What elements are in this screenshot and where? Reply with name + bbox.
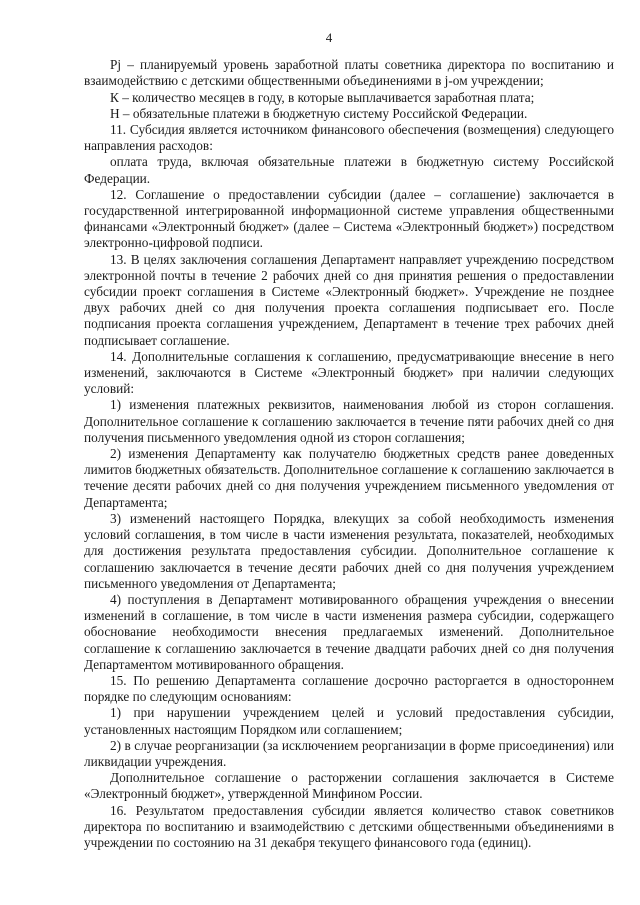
paragraph-12: 12. Соглашение о предоставлении субсидии (далее – соглашение) заключается в государственной интегрированной информационной системе управления общественными финансами «Электронный бюджет» (далее – Система «Электронный бюджет») посредством электронно-цифровой подписи. <box>84 186 614 251</box>
paragraph-14: 14. Дополнительные соглашения к соглашению, предусматривающие внесение в него изменений, заключаются в Системе «Электронный бюджет» при наличии следующих условий: <box>84 348 614 397</box>
paragraph-14-item-4: 4) поступления в Департамент мотивированного обращения учреждения о внесении изменений в соглашение, в том числе в части изменения размера субсидии, содержащего обоснование необходимости внесения предлагаемых изменений. Дополнительное соглашение к соглашению заключается в течение двадцати рабочих дней со дня получения Департаментом мотивированного обращения. <box>84 591 614 672</box>
paragraph-15-termination-note: Дополнительное соглашение о расторжении соглашения заключается в Системе «Электронный бюджет», утвержденной Минфином России. <box>84 770 614 802</box>
paragraph-13: 13. В целях заключения соглашения Департамент направляет учреждению посредством электронной почты в течение 2 рабочих дней со дня принятия решения о предоставлении субсидии проект соглашения в Системе «Электронный бюджет». Учреждение не позднее двух рабочих дней со дня получения проекта соглашения подписывает его. После подписания проекта соглашения учреждением, Департамент в течение трех рабочих дней подписывает соглашение. <box>84 251 614 348</box>
paragraph-n-definition: Н – обязательные платежи в бюджетную систему Российской Федерации. <box>110 105 528 121</box>
paragraph-11: 11. Субсидия является источником финансового обеспечения (возмещения) следующего направления расходов: <box>84 122 614 154</box>
paragraph-15: 15. По решению Департамента соглашение досрочно расторгается в одностороннем порядке по следующим основаниям: <box>84 672 614 705</box>
page-number: 4 <box>325 30 333 45</box>
paragraph-14-item-1: 1) изменения платежных реквизитов, наименования любой из сторон соглашения. Дополнительное соглашение к соглашению заключается в течение пяти рабочих дней со дня получения письменного уведомления одной из сторон соглашения; <box>84 397 614 445</box>
paragraph-15-item-2: 2) в случае реорганизации (за исключением реорганизации в форме присоединения) или ликвидации учреждения. <box>84 737 614 769</box>
paragraph-14-item-2: 2) изменения Департаменту как получателю бюджетных средств ранее доведенных лимитов бюджетных обязательств. Дополнительное соглашение к соглашению заключается в течение десяти рабочих дней со дня получения учреждением письменного уведомления от Департамента; <box>84 446 615 510</box>
paragraph-11-item: оплата труда, включая обязательные платежи в бюджетную систему Российской Федерации. <box>84 154 614 186</box>
paragraph-14-item-3: 3) изменений настоящего Порядка, влекущих за собой необходимость изменения условий соглашения, в том числе в части изменения результата, показателей, необходимых для достижения результата предоставления субсидии. Дополнительное соглашение к соглашению заключается в течение десяти рабочих дней со дня получения учреждением письменного уведомления от Департамента; <box>84 510 614 591</box>
paragraph-pj-definition: Pj – планируемый уровень заработной платы советника директора по воспитанию и взаимодействию с детскими общественными объединениями в j-ом учреждении; <box>84 57 614 89</box>
paragraph-k-definition: К – количество месяцев в году, в которые выплачивается заработная плата; <box>110 89 535 105</box>
paragraph-15-item-1: 1) при нарушении учреждением целей и условий предоставления субсидии, установленных настоящим Порядком или соглашением; <box>84 705 614 737</box>
paragraph-16: 16. Результатом предоставления субсидии является количество ставок советников директора по воспитанию и взаимодействию с детскими общественными объединениями в учреждении по состоянию на 31 декабря текущего финансового года (единиц). <box>84 802 614 850</box>
